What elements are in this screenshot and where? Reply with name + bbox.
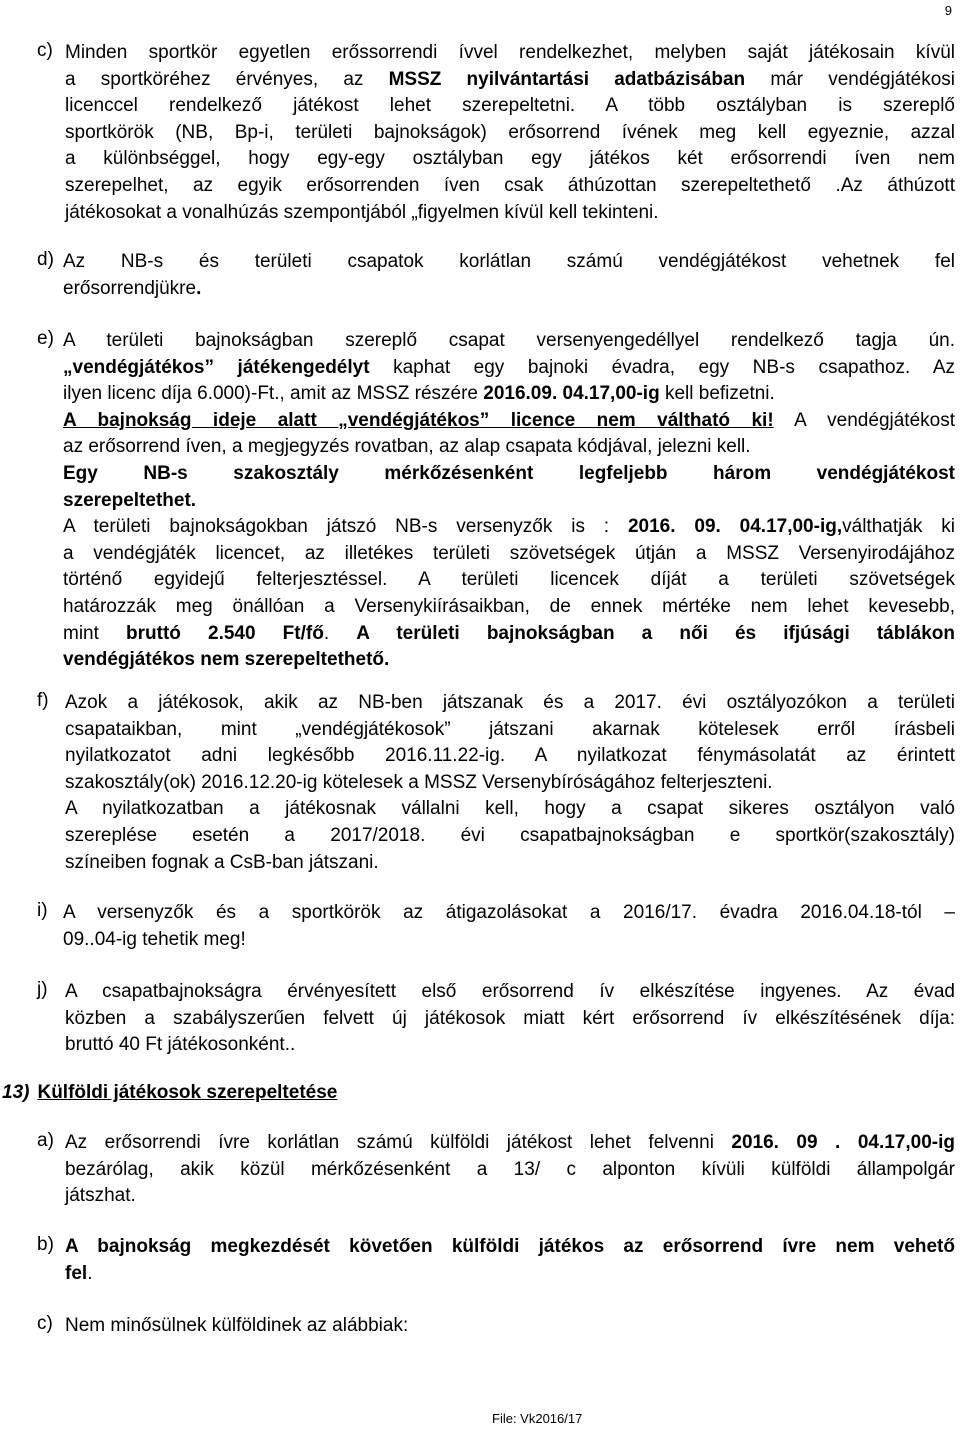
item-label: f) (37, 690, 49, 711)
item-label: d) (37, 249, 54, 270)
text-line: színeiben fognak a CsB-ban játszani. (65, 851, 379, 873)
text-line: licenccel rendelkező játékost lehet szerepeltetni. A több osztályban is szereplő (65, 95, 955, 117)
text-line: Az NB-s és területi csapatok korlátlan számú vendégjátékost vehetnek fel (63, 251, 955, 272)
text-line: a vendégjáték licencet, az illetékes területi szövetségek útján a MSSZ Versenyirodájához (63, 542, 955, 564)
text-line: szerepeltethet. (63, 489, 197, 511)
text-line: ilyen licenc díja 6.000)-Ft., amit az MSSZ részére 2016.09. 04.17,00-ig kell befizetni. (63, 383, 775, 405)
item-label: e) (37, 328, 54, 349)
text-line: Nem minősülnek külföldinek az alábbiak: (65, 1315, 409, 1336)
item-label: b) (37, 1234, 54, 1255)
text-line: sportkörök (NB, Bp-i, területi bajnokságok) erősorrend ívének meg kell egyeznie, azzal (65, 121, 955, 143)
text-line: határozzák meg önállóan a Versenykiírásaikban, de ennek mértéke nem lehet kevesebb, (63, 595, 955, 617)
text-line: A területi bajnokságban szereplő csapat versenyengedéllyel rendelkező tagja ún. (63, 330, 955, 351)
text-line: bruttó 40 Ft játékosonként.. (65, 1034, 296, 1056)
text-line: történő egyidejű felterjesztéssel. A területi licencek díját a területi szövetségek (63, 569, 955, 591)
text-line: erősorrendjükre. (63, 277, 202, 299)
text-line: Egy NB-s szakosztály mérkőzésenként legfeljebb három vendégjátékost (63, 462, 955, 484)
paragraph-f (37, 690, 955, 876)
text-line: nyilatkozatot adni legkésőbb 2016.11.22-ig. A nyilatkozat fénymásolatát az érintett (65, 745, 955, 767)
text-line: Azok a játékosok, akik az NB-ben játszanak és a 2017. évi osztályozókon a területi (65, 692, 955, 713)
text-line: a különbséggel, hogy egy-egy osztályban egy játékos két erősorrendi íven nem (65, 148, 955, 170)
text-line: A bajnokság ideje alatt „vendégjátékos” licence nem váltható ki! A vendégjátékost (63, 409, 955, 431)
text-line: az erősorrend íven, a megjegyzés rovatban, az alap csapata kódjával, jelezni kell. (63, 436, 751, 458)
section-paragraph-a (37, 1130, 955, 1210)
paragraph-e (37, 328, 955, 674)
item-label: j) (37, 979, 48, 1000)
paragraph-d (37, 249, 955, 302)
section-paragraph-b (37, 1234, 955, 1287)
section-paragraph-c (37, 1313, 955, 1340)
text-line: vendégjátékos nem szerepeltethető. (63, 649, 390, 671)
paragraph-c (37, 40, 955, 226)
text-line: 09..04-ig tehetik meg! (63, 928, 246, 950)
text-line: csapataikban, mint „vendégjátékosok” játszani akarnak kötelesek erről írásbeli (65, 718, 955, 740)
section-title: Külföldi játékosok szerepeltetése (37, 1082, 338, 1103)
text-line: fel. (65, 1262, 93, 1284)
paragraph-j (37, 979, 955, 1059)
text-line: mint bruttó 2.540 Ft/fő. A területi bajnokságban a női és ifjúsági táblákon (63, 622, 955, 644)
text-line: Minden sportkör egyetlen erőssorrendi ívvel rendelkezhet, melyben saját játékosain kívül (65, 42, 955, 63)
text-line: A nyilatkozatban a játékosnak vállalni kell, hogy a csapat sikeres osztályon való (65, 798, 955, 820)
text-line: szerepelhet, az egyik erősorrenden íven csak áthúzottan szerepeltethető .Az áthúzott (65, 174, 955, 196)
footer-file-label: File: Vk2016/17 (492, 1411, 583, 1426)
item-label: i) (37, 900, 48, 921)
text-line: játszhat. (65, 1185, 136, 1207)
text-line: Az erősorrendi ívre korlátlan számú külföldi játékost lehet felvenni 2016. 09 . 04.17,00-ig (65, 1132, 955, 1153)
section-heading (2, 1082, 337, 1104)
paragraph-i (37, 900, 955, 953)
text-line: A területi bajnokságokban játszó NB-s versenyzők is : 2016. 09. 04.17,00-ig,válthatják ki (63, 516, 955, 538)
text-line: játékosokat a vonalhúzás szempontjából „figyelmen kívül kell tekinteni. (65, 201, 659, 223)
text-line: szakosztály(ok) 2016.12.20-ig kötelesek a MSSZ Versenybíróságához felterjeszteni. (65, 771, 773, 793)
text-line: „vendégjátékos” játékengedélyt kaphat egy bajnoki évadra, egy NB-s csapathoz. Az (63, 356, 955, 378)
text-line: a sportköréhez érvényes, az MSSZ nyilvántartási adatbázisában már vendégjátékosi (65, 68, 955, 90)
page-number: 9 (944, 3, 952, 18)
text-line: A versenyzők és a sportkörök az átigazolásokat a 2016/17. évadra 2016.04.18-tól – (63, 902, 955, 923)
text-line: A csapatbajnokságra érvényesített első erősorrend ív elkészítése ingyenes. Az évad (65, 981, 955, 1002)
item-label: c) (37, 1313, 53, 1334)
text-line: szereplése esetén a 2017/2018. évi csapatbajnokságban e sportkör(szakosztály) (65, 824, 955, 846)
text-line: közben a szabályszerűen felvett új játékosok miatt kért erősorrend ív elkészítésének díja: (65, 1007, 955, 1029)
item-label: c) (37, 40, 53, 61)
text-line: bezárólag, akik közül mérkőzésenként a 13/ c alponton kívüli külföldi állampolgár (65, 1158, 955, 1180)
text-line: A bajnokság megkezdését követően külföldi játékos az erősorrend ívre nem vehető (65, 1236, 955, 1257)
section-number: 13) (2, 1082, 30, 1103)
item-label: a) (37, 1130, 54, 1151)
